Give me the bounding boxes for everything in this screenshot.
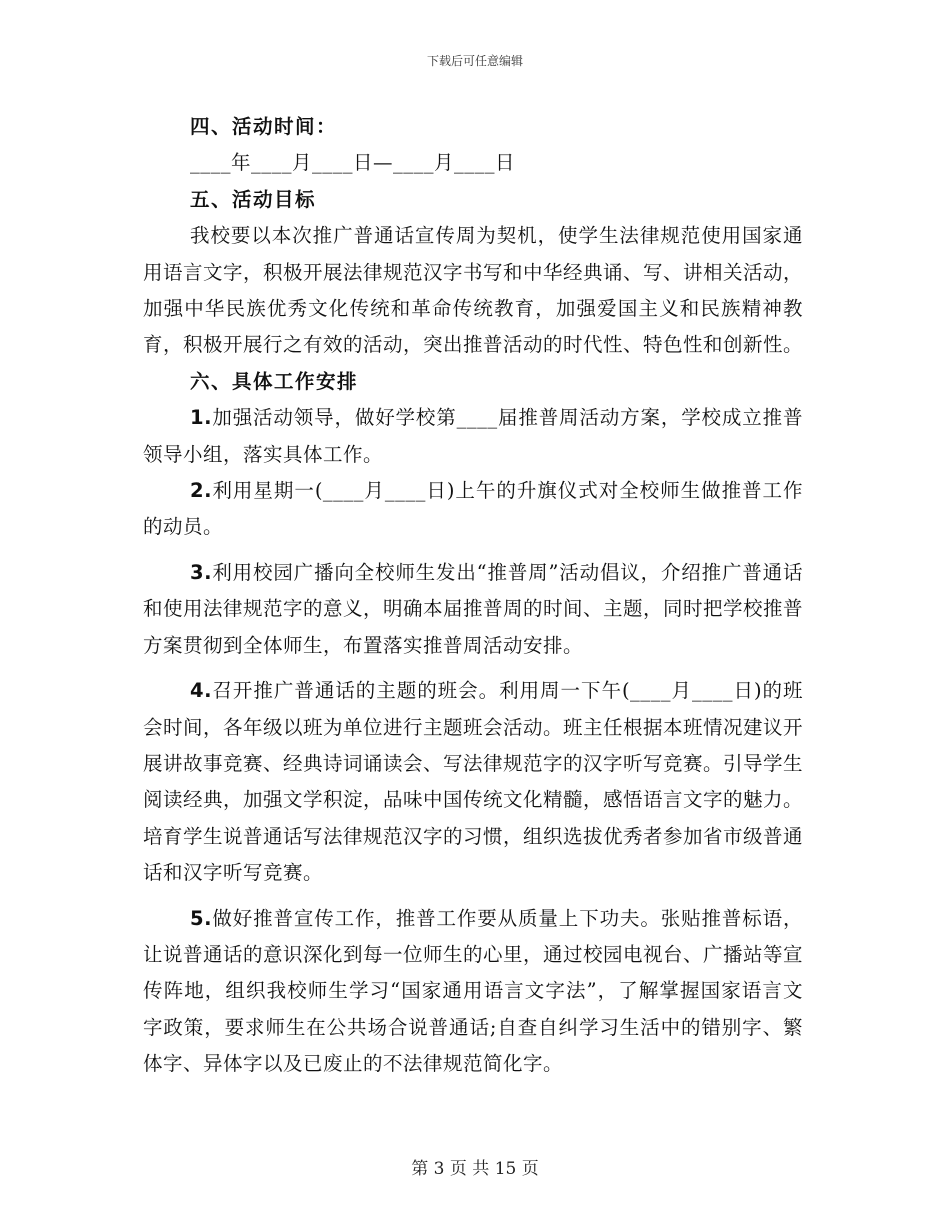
list-item-number: 1.: [190, 406, 212, 430]
section-6-title: 六、具体工作安排: [190, 369, 359, 393]
list-item: [143, 400, 803, 473]
list-item-text: 做好推普宣传工作，推普工作要从质量上下功夫。张贴推普标语，让说普通话的意识深化到每一位师生的心里，通过校园电视台、广播站等宣传阵地，组织我校师生学习“国家通用语言文字法”，了解掌握国家语言文字政策，要求师生在公共场合说普通话;自查自纠学习生活中的错别字、繁体字、异体字以及已废止的不法律规范简化字。: [143, 906, 804, 1076]
section-4-title: 四、活动时间：: [190, 115, 338, 138]
section-5-body: 我校要以本次推广普通话宣传周为契机，使学生法律规范使用国家通用语言文字，积极开展法律规范汉字书写和中华经典诵、写、讲相关活动，加强中华民族优秀文化传统和革命传统教育，加强爱国主义和民族精神教育，积极开展行之有效的活动，突出推普活动的时代性、特色性和创新性。: [143, 224, 804, 357]
list-item-number: 2.: [190, 479, 212, 503]
list-item: [143, 901, 803, 1083]
page-header-note: 下载后可任意编辑: [426, 54, 523, 68]
document-body: [143, 109, 803, 1083]
list-item: [143, 673, 803, 891]
list-item-text: 加强活动领导，做好学校第____届推普周活动方案，学校成立推普领导小组，落实具体工作。: [143, 406, 803, 466]
list-item: [143, 473, 803, 546]
list-item-number: 3.: [190, 560, 212, 584]
section-5-title: 五、活动目标: [190, 187, 317, 211]
list-item-text: 利用校园广播向全校师生发出“推普周”活动倡议，介绍推广普通话和使用法律规范字的意义，明确本届推普周的时间、主题，同时把学校推普方案贯彻到全体师生，布置落实推普周活动安排。: [143, 560, 804, 657]
list-item-number: 5.: [190, 906, 212, 930]
page-footer-number: 第 3 页 共 15 页: [411, 1159, 539, 1179]
section-4-dates: ____年____月____日—____月____日: [190, 151, 516, 175]
list-item-number: 4.: [190, 679, 212, 703]
list-item: [143, 555, 803, 664]
list-item-text: 召开推广普通话的主题的班会。利用周一下午(____月____日)的班会时间，各年级以班为单位进行主题班会活动。班主任根据本班情况建议开展讲故事竞赛、经典诗词诵读会、写法律规范字的汉字听写竞赛。引导学生阅读经典，加强文学积淀，品味中国传统文化精髓，感悟语言文字的魅力。培育学生说普通话写法律规范汉字的习惯，组织选拔优秀者参加省市级普通话和汉字听写竞赛。: [143, 679, 804, 885]
list-item-text: 利用星期一(____月____日)上午的升旗仪式对全校师生做推普工作的动员。: [143, 479, 803, 539]
